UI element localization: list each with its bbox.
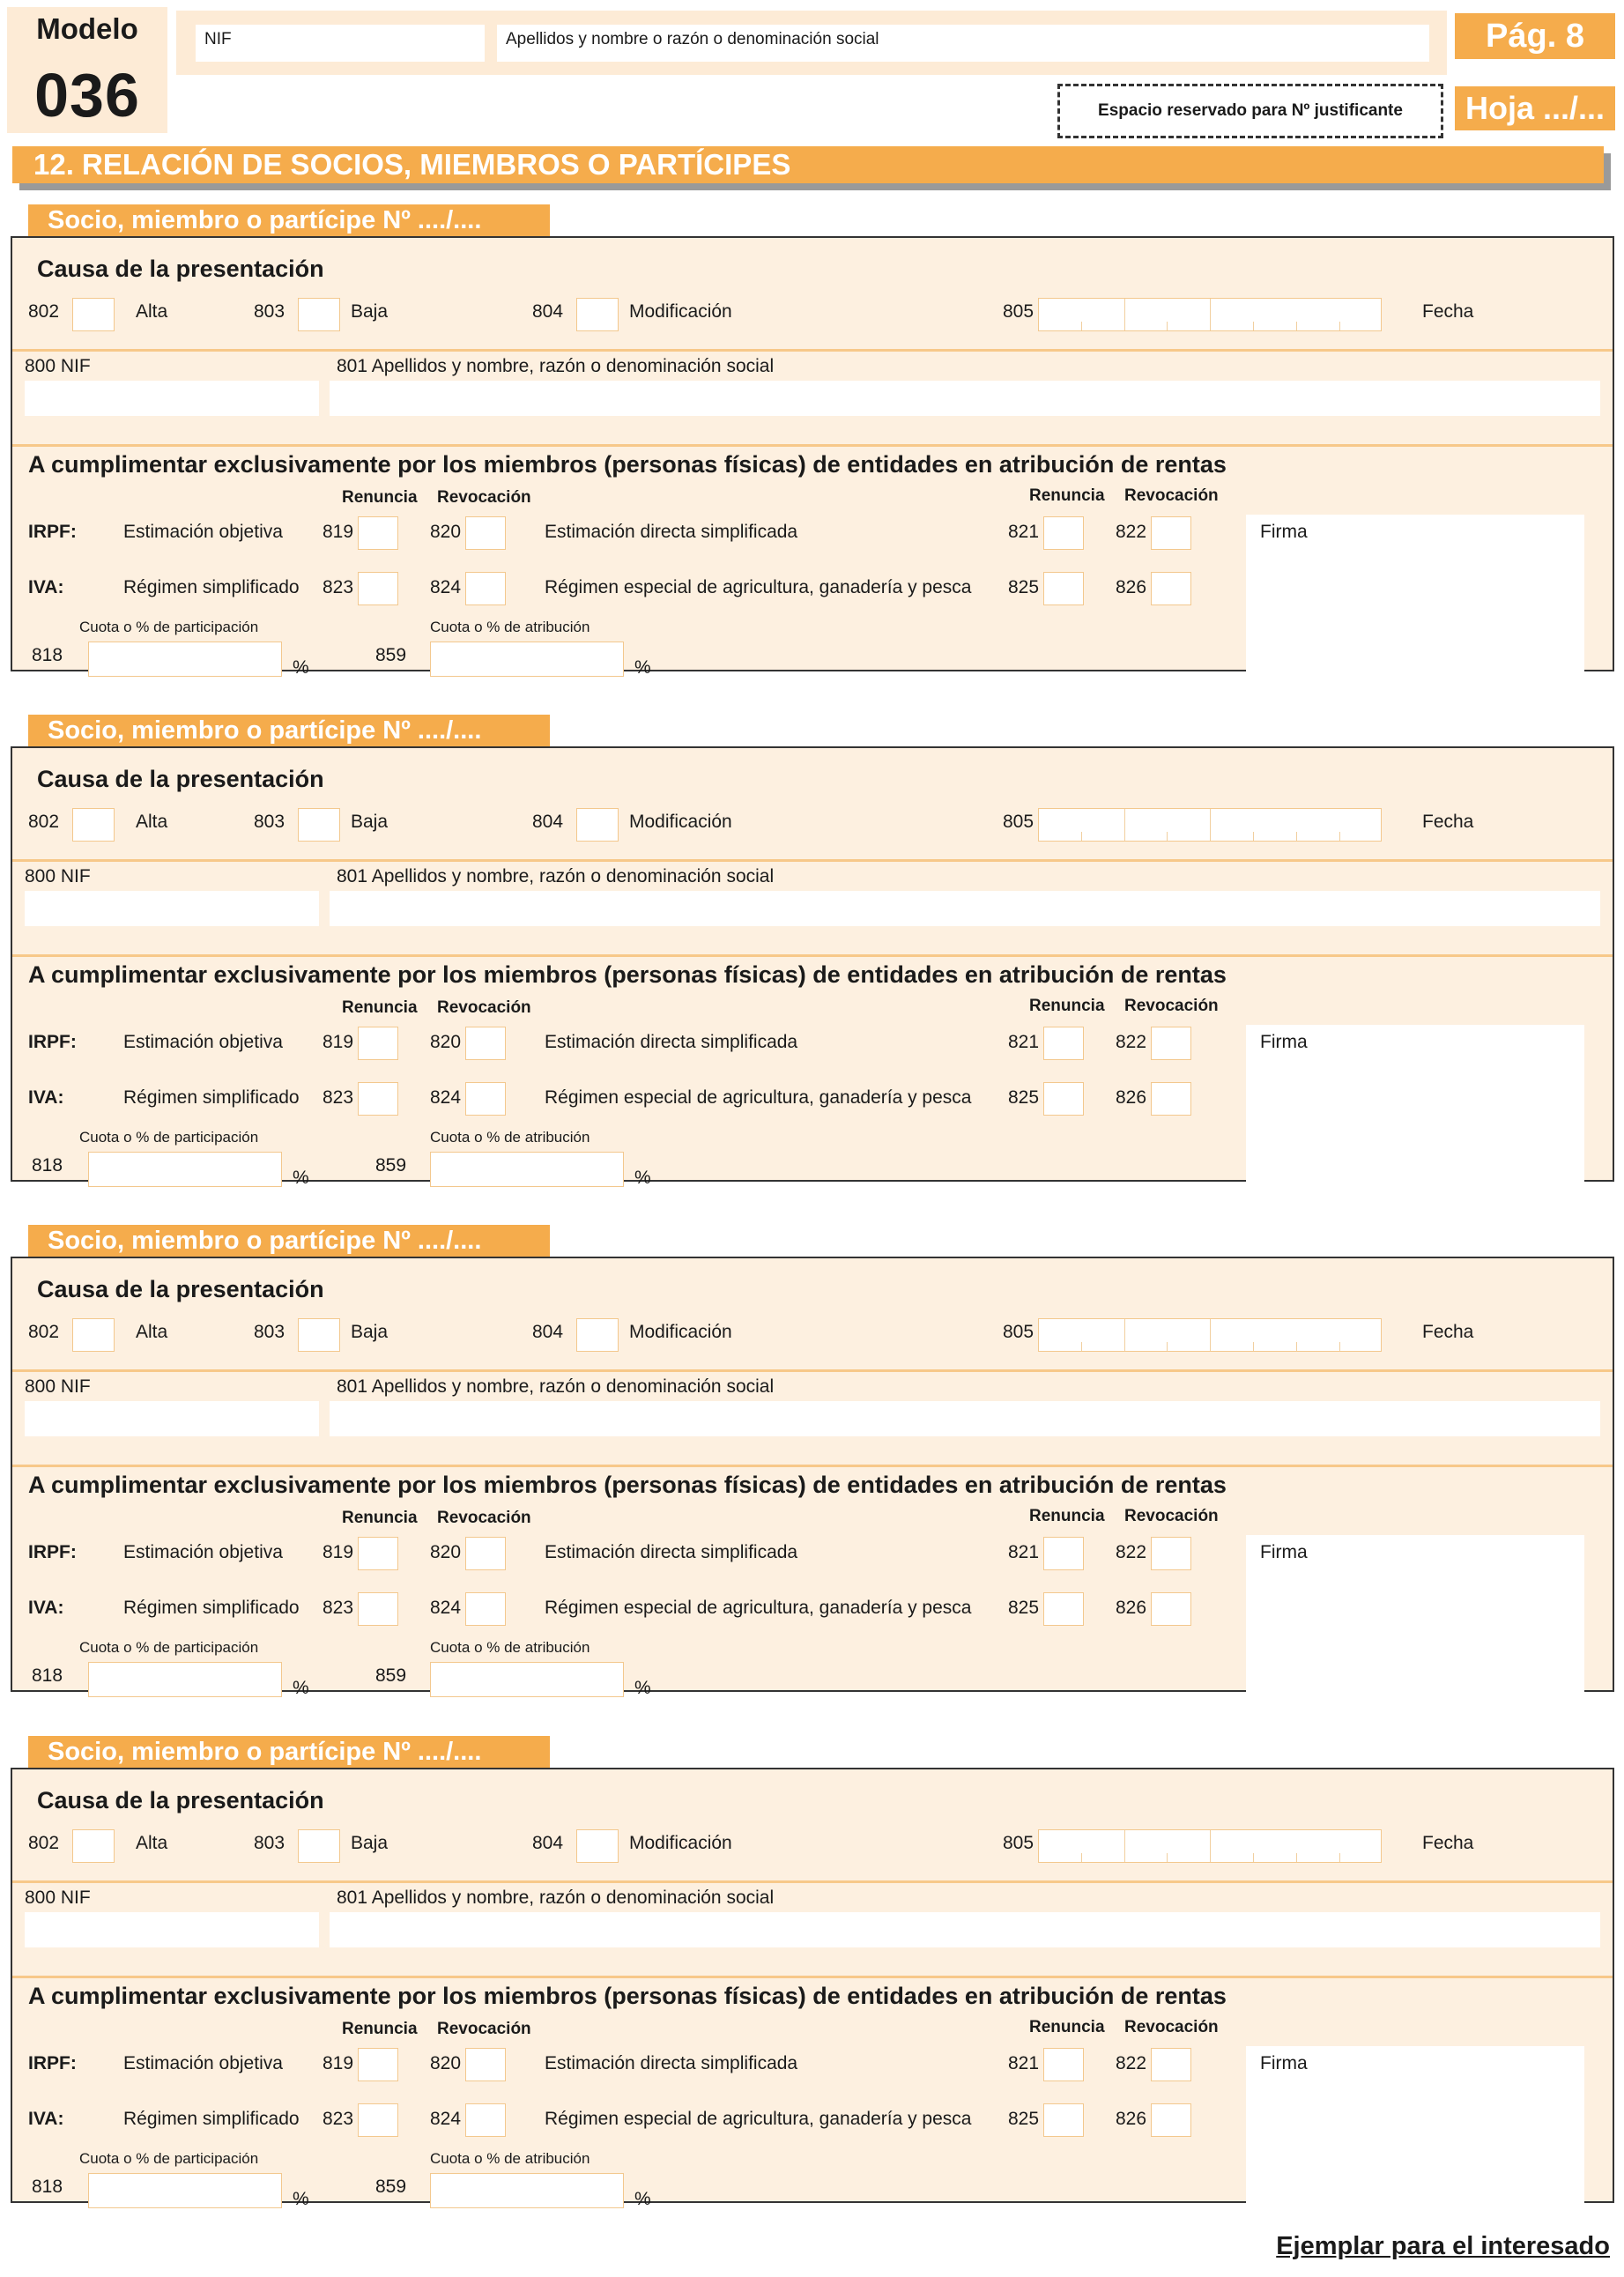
revocacion-820-checkbox[interactable] <box>465 516 506 550</box>
socio-block-title: Socio, miembro o partícipe Nº ..../.... <box>28 1736 550 1768</box>
date-separator <box>1124 299 1125 330</box>
date-tick <box>1167 322 1168 330</box>
section-title: 12. RELACIÓN DE SOCIOS, MIEMBROS O PARTÍCIPES <box>12 146 1604 183</box>
revocacion-826-checkbox[interactable] <box>1151 2103 1191 2137</box>
code-820: 820 <box>430 1542 462 1562</box>
name-input[interactable] <box>330 891 1600 926</box>
alta-label: Alta <box>136 301 168 322</box>
baja-checkbox[interactable] <box>298 298 340 331</box>
date-tick <box>1253 1853 1254 1862</box>
estimacion-objetiva-label: Estimación objetiva <box>123 2053 283 2073</box>
renuncia-823-checkbox[interactable] <box>358 1592 398 1626</box>
modificacion-checkbox[interactable] <box>576 808 619 842</box>
socio-block <box>11 1736 1614 2209</box>
divider <box>12 859 1613 862</box>
name-label: 801 Apellidos y nombre, razón o denominación social <box>337 866 775 886</box>
revocacion-header-right: Revocación <box>1124 1507 1219 1525</box>
cuota-participacion-label: Cuota o % de participación <box>79 619 259 635</box>
date-separator <box>1210 1319 1211 1351</box>
date-separator <box>1210 1830 1211 1862</box>
renuncia-header: Renuncia <box>342 2020 418 2038</box>
sheet-number: Hoja .../... <box>1455 86 1615 130</box>
firma-label: Firma <box>1260 1032 1308 1052</box>
date-tick <box>1296 1342 1297 1351</box>
atrib-title: A cumplimentar exclusivamente por los miembros (personas físicas) de entidades en atribución de rentas <box>28 451 1227 478</box>
cuota-participacion-label: Cuota o % de participación <box>79 1129 259 1146</box>
renuncia-header: Renuncia <box>342 998 418 1017</box>
baja-label: Baja <box>351 812 389 832</box>
fecha-label: Fecha <box>1422 301 1474 322</box>
code-818: 818 <box>32 1665 63 1686</box>
revocacion-822-checkbox[interactable] <box>1151 1537 1191 1570</box>
percent-sign: % <box>634 657 651 678</box>
irpf-label: IRPF: <box>28 522 77 542</box>
date-tick <box>1167 1853 1168 1862</box>
code-805: 805 <box>1003 301 1034 322</box>
regimen-especial-label: Régimen especial de agricultura, ganadería y pesca <box>545 577 972 597</box>
nif-input[interactable] <box>25 1401 319 1436</box>
code-805: 805 <box>1003 812 1034 832</box>
renuncia-825-checkbox[interactable] <box>1043 2103 1084 2137</box>
revocacion-822-checkbox[interactable] <box>1151 2048 1191 2081</box>
nif-input[interactable] <box>25 1912 319 1947</box>
revocacion-826-checkbox[interactable] <box>1151 572 1191 605</box>
revocacion-822-checkbox[interactable] <box>1151 516 1191 550</box>
nif-label: 800 NIF <box>25 866 91 886</box>
baja-checkbox[interactable] <box>298 1829 340 1863</box>
date-tick <box>1253 322 1254 330</box>
atrib-title: A cumplimentar exclusivamente por los miembros (personas físicas) de entidades en atribución de rentas <box>28 961 1227 988</box>
percent-sign: % <box>293 1168 309 1188</box>
socio-block <box>11 715 1614 1188</box>
percent-sign: % <box>293 657 309 678</box>
code-802: 802 <box>28 812 60 832</box>
revocacion-header: Revocación <box>437 488 531 507</box>
nif-input[interactable] <box>25 381 319 416</box>
code-804: 804 <box>532 812 564 832</box>
date-tick <box>1081 1853 1082 1862</box>
code-803: 803 <box>254 812 285 832</box>
fecha-date-input[interactable] <box>1038 1318 1382 1352</box>
date-tick <box>1253 1342 1254 1351</box>
modificacion-label: Modificación <box>629 1322 732 1342</box>
date-tick <box>1296 832 1297 841</box>
renuncia-header-right: Renuncia <box>1029 1507 1105 1525</box>
fecha-date-input[interactable] <box>1038 298 1382 331</box>
date-tick <box>1339 322 1340 330</box>
date-tick <box>1296 322 1297 330</box>
revocacion-826-checkbox[interactable] <box>1151 1592 1191 1626</box>
firma-box[interactable] <box>1246 515 1584 677</box>
renuncia-825-checkbox[interactable] <box>1043 1592 1084 1626</box>
date-separator <box>1124 1830 1125 1862</box>
socio-block-frame <box>11 236 1614 678</box>
nif-label: 800 NIF <box>25 356 91 376</box>
irpf-label: IRPF: <box>28 2053 77 2073</box>
revocacion-header-right: Revocación <box>1124 997 1219 1015</box>
date-separator <box>1124 1319 1125 1351</box>
identification-bar <box>176 11 1447 75</box>
revocacion-header-right: Revocación <box>1124 2018 1219 2036</box>
cuota-participacion-input[interactable] <box>88 1662 282 1697</box>
percent-sign: % <box>293 1678 309 1698</box>
cuota-participacion-input[interactable] <box>88 642 282 677</box>
alta-checkbox[interactable] <box>72 298 115 331</box>
divider <box>12 1465 1613 1467</box>
baja-label: Baja <box>351 1833 389 1853</box>
revocacion-820-checkbox[interactable] <box>465 2048 506 2081</box>
iva-label: IVA: <box>28 1087 64 1108</box>
date-separator <box>1210 299 1211 330</box>
ejemplar-label: Ejemplar para el interesado <box>1276 2232 1610 2260</box>
cuota-atribucion-input[interactable] <box>430 642 624 677</box>
name-input[interactable] <box>330 1401 1600 1436</box>
code-804: 804 <box>532 1833 564 1853</box>
regimen-especial-label: Régimen especial de agricultura, ganadería y pesca <box>545 2109 972 2129</box>
name-label: 801 Apellidos y nombre, razón o denominación social <box>337 1888 775 1908</box>
code-824: 824 <box>430 1087 462 1108</box>
code-859: 859 <box>375 1665 407 1686</box>
baja-checkbox[interactable] <box>298 808 340 842</box>
alta-checkbox[interactable] <box>72 808 115 842</box>
cuota-atribucion-input[interactable] <box>430 1662 624 1697</box>
date-separator <box>1210 809 1211 841</box>
renuncia-821-checkbox[interactable] <box>1043 2048 1084 2081</box>
header-nif-field[interactable] <box>196 25 485 62</box>
code-824: 824 <box>430 577 462 597</box>
renuncia-header: Renuncia <box>342 488 418 507</box>
divider <box>12 349 1613 352</box>
code-823: 823 <box>323 577 354 597</box>
iva-label: IVA: <box>28 1598 64 1618</box>
regimen-simplificado-label: Régimen simplificado <box>123 1598 300 1618</box>
renuncia-821-checkbox[interactable] <box>1043 1027 1084 1060</box>
modelo-box <box>7 7 167 133</box>
estimacion-objetiva-label: Estimación objetiva <box>123 1032 283 1052</box>
socio-block <box>11 1225 1614 1698</box>
cuota-participacion-input[interactable] <box>88 2173 282 2208</box>
code-825: 825 <box>1008 2109 1040 2129</box>
alta-checkbox[interactable] <box>72 1318 115 1352</box>
renuncia-819-checkbox[interactable] <box>358 1537 398 1570</box>
date-tick <box>1167 1342 1168 1351</box>
cuota-atribucion-label: Cuota o % de atribución <box>430 2150 590 2167</box>
renuncia-header-right: Renuncia <box>1029 997 1105 1015</box>
code-823: 823 <box>323 1087 354 1108</box>
revocacion-header-right: Revocación <box>1124 486 1219 505</box>
socio-block-title: Socio, miembro o partícipe Nº ..../.... <box>28 1225 550 1257</box>
cuota-atribucion-input[interactable] <box>430 2173 624 2208</box>
cuota-atribucion-label: Cuota o % de atribución <box>430 1129 590 1146</box>
header-name-field[interactable] <box>497 25 1429 62</box>
percent-sign: % <box>634 1168 651 1188</box>
code-826: 826 <box>1116 2109 1147 2129</box>
divider <box>12 1880 1613 1883</box>
revocacion-header: Revocación <box>437 1509 531 1527</box>
baja-label: Baja <box>351 301 389 322</box>
socio-block-title: Socio, miembro o partícipe Nº ..../.... <box>28 715 550 746</box>
code-802: 802 <box>28 1322 60 1342</box>
firma-box[interactable] <box>1246 1535 1584 1697</box>
code-823: 823 <box>323 2109 354 2129</box>
date-tick <box>1339 1853 1340 1862</box>
regimen-especial-label: Régimen especial de agricultura, ganadería y pesca <box>545 1087 972 1108</box>
code-818: 818 <box>32 1155 63 1176</box>
code-802: 802 <box>28 301 60 322</box>
date-tick <box>1081 1342 1082 1351</box>
firma-label: Firma <box>1260 1542 1308 1562</box>
code-825: 825 <box>1008 1087 1040 1108</box>
header-name-label: Apellidos y nombre o razón o denominación social <box>506 30 879 48</box>
cuota-participacion-label: Cuota o % de participación <box>79 1639 259 1656</box>
renuncia-819-checkbox[interactable] <box>358 2048 398 2081</box>
estimacion-objetiva-label: Estimación objetiva <box>123 522 283 542</box>
cuota-atribucion-input[interactable] <box>430 1152 624 1187</box>
revocacion-header: Revocación <box>437 998 531 1017</box>
code-818: 818 <box>32 645 63 665</box>
modificacion-checkbox[interactable] <box>576 1318 619 1352</box>
fecha-date-input[interactable] <box>1038 1829 1382 1863</box>
baja-label: Baja <box>351 1322 389 1342</box>
name-label: 801 Apellidos y nombre, razón o denominación social <box>337 1376 775 1397</box>
header-nif-label: NIF <box>204 30 232 48</box>
alta-label: Alta <box>136 812 168 832</box>
code-822: 822 <box>1116 1542 1147 1562</box>
code-821: 821 <box>1008 2053 1040 2073</box>
revocacion-824-checkbox[interactable] <box>465 1082 506 1116</box>
atrib-title: A cumplimentar exclusivamente por los miembros (personas físicas) de entidades en atribución de rentas <box>28 1983 1227 2009</box>
causa-title: Causa de la presentación <box>37 1276 324 1302</box>
fecha-label: Fecha <box>1422 1322 1474 1342</box>
firma-box[interactable] <box>1246 2046 1584 2208</box>
code-819: 819 <box>323 1032 354 1052</box>
date-tick <box>1081 322 1082 330</box>
revocacion-header: Revocación <box>437 2020 531 2038</box>
firma-label: Firma <box>1260 522 1308 542</box>
code-803: 803 <box>254 1833 285 1853</box>
firma-label: Firma <box>1260 2053 1308 2073</box>
modelo-number: 036 <box>34 61 140 130</box>
date-tick <box>1167 832 1168 841</box>
causa-title: Causa de la presentación <box>37 1787 324 1813</box>
renuncia-825-checkbox[interactable] <box>1043 1082 1084 1116</box>
code-803: 803 <box>254 1322 285 1342</box>
code-818: 818 <box>32 2177 63 2197</box>
revocacion-820-checkbox[interactable] <box>465 1027 506 1060</box>
code-859: 859 <box>375 645 407 665</box>
socio-block-title: Socio, miembro o partícipe Nº ..../.... <box>28 204 550 236</box>
code-804: 804 <box>532 1322 564 1342</box>
estimacion-objetiva-label: Estimación objetiva <box>123 1542 283 1562</box>
estimacion-directa-label: Estimación directa simplificada <box>545 1032 798 1052</box>
modificacion-label: Modificación <box>629 301 732 322</box>
code-824: 824 <box>430 2109 462 2129</box>
renuncia-825-checkbox[interactable] <box>1043 572 1084 605</box>
iva-label: IVA: <box>28 577 64 597</box>
estimacion-directa-label: Estimación directa simplificada <box>545 1542 798 1562</box>
code-803: 803 <box>254 301 285 322</box>
code-804: 804 <box>532 301 564 322</box>
firma-box[interactable] <box>1246 1025 1584 1187</box>
name-input[interactable] <box>330 381 1600 416</box>
code-822: 822 <box>1116 522 1147 542</box>
nif-label: 800 NIF <box>25 1376 91 1397</box>
code-822: 822 <box>1116 1032 1147 1052</box>
nif-input[interactable] <box>25 891 319 926</box>
code-821: 821 <box>1008 1032 1040 1052</box>
code-859: 859 <box>375 1155 407 1176</box>
name-input[interactable] <box>330 1912 1600 1947</box>
renuncia-819-checkbox[interactable] <box>358 516 398 550</box>
name-label: 801 Apellidos y nombre, razón o denominación social <box>337 356 775 376</box>
renuncia-823-checkbox[interactable] <box>358 2103 398 2137</box>
percent-sign: % <box>634 2189 651 2209</box>
divider <box>12 1976 1613 1978</box>
code-820: 820 <box>430 2053 462 2073</box>
revocacion-824-checkbox[interactable] <box>465 2103 506 2137</box>
date-tick <box>1253 832 1254 841</box>
renuncia-823-checkbox[interactable] <box>358 572 398 605</box>
code-826: 826 <box>1116 577 1147 597</box>
revocacion-824-checkbox[interactable] <box>465 1592 506 1626</box>
socio-block-frame <box>11 1257 1614 1698</box>
renuncia-821-checkbox[interactable] <box>1043 1537 1084 1570</box>
renuncia-819-checkbox[interactable] <box>358 1027 398 1060</box>
causa-title: Causa de la presentación <box>37 766 324 792</box>
regimen-simplificado-label: Régimen simplificado <box>123 577 300 597</box>
code-823: 823 <box>323 1598 354 1618</box>
irpf-label: IRPF: <box>28 1542 77 1562</box>
code-826: 826 <box>1116 1598 1147 1618</box>
fecha-label: Fecha <box>1422 812 1474 832</box>
code-819: 819 <box>323 2053 354 2073</box>
date-tick <box>1339 832 1340 841</box>
code-820: 820 <box>430 522 462 542</box>
code-826: 826 <box>1116 1087 1147 1108</box>
date-tick <box>1081 832 1082 841</box>
nif-label: 800 NIF <box>25 1888 91 1908</box>
code-802: 802 <box>28 1833 60 1853</box>
irpf-label: IRPF: <box>28 1032 77 1052</box>
code-859: 859 <box>375 2177 407 2197</box>
atrib-title: A cumplimentar exclusivamente por los miembros (personas físicas) de entidades en atribución de rentas <box>28 1472 1227 1498</box>
cuota-atribucion-label: Cuota o % de atribución <box>430 619 590 635</box>
socio-block-frame <box>11 746 1614 1188</box>
modificacion-checkbox[interactable] <box>576 1829 619 1863</box>
cuota-participacion-label: Cuota o % de participación <box>79 2150 259 2167</box>
divider <box>12 1369 1613 1372</box>
alta-checkbox[interactable] <box>72 1829 115 1863</box>
revocacion-826-checkbox[interactable] <box>1151 1082 1191 1116</box>
date-separator <box>1124 809 1125 841</box>
socio-block <box>11 204 1614 678</box>
divider <box>12 954 1613 957</box>
code-825: 825 <box>1008 1598 1040 1618</box>
date-tick <box>1339 1342 1340 1351</box>
modificacion-label: Modificación <box>629 812 732 832</box>
modificacion-label: Modificación <box>629 1833 732 1853</box>
alta-label: Alta <box>136 1322 168 1342</box>
cuota-atribucion-label: Cuota o % de atribución <box>430 1639 590 1656</box>
code-825: 825 <box>1008 577 1040 597</box>
code-822: 822 <box>1116 2053 1147 2073</box>
renuncia-821-checkbox[interactable] <box>1043 516 1084 550</box>
code-821: 821 <box>1008 1542 1040 1562</box>
causa-title: Causa de la presentación <box>37 256 324 282</box>
estimacion-directa-label: Estimación directa simplificada <box>545 2053 798 2073</box>
renuncia-header-right: Renuncia <box>1029 486 1105 505</box>
code-805: 805 <box>1003 1833 1034 1853</box>
baja-checkbox[interactable] <box>298 1318 340 1352</box>
percent-sign: % <box>293 2189 309 2209</box>
revocacion-822-checkbox[interactable] <box>1151 1027 1191 1060</box>
percent-sign: % <box>634 1678 651 1698</box>
reserved-space: Espacio reservado para Nº justificante <box>1057 84 1443 138</box>
estimacion-directa-label: Estimación directa simplificada <box>545 522 798 542</box>
renuncia-header-right: Renuncia <box>1029 2018 1105 2036</box>
modelo-label: Modelo <box>36 12 138 45</box>
iva-label: IVA: <box>28 2109 64 2129</box>
regimen-simplificado-label: Régimen simplificado <box>123 1087 300 1108</box>
renuncia-823-checkbox[interactable] <box>358 1082 398 1116</box>
regimen-simplificado-label: Régimen simplificado <box>123 2109 300 2129</box>
fecha-date-input[interactable] <box>1038 808 1382 842</box>
date-tick <box>1296 1853 1297 1862</box>
renuncia-header: Renuncia <box>342 1509 418 1527</box>
socio-block-frame <box>11 1768 1614 2209</box>
code-824: 824 <box>430 1598 462 1618</box>
alta-label: Alta <box>136 1833 168 1853</box>
revocacion-824-checkbox[interactable] <box>465 572 506 605</box>
modificacion-checkbox[interactable] <box>576 298 619 331</box>
regimen-especial-label: Régimen especial de agricultura, ganadería y pesca <box>545 1598 972 1618</box>
revocacion-820-checkbox[interactable] <box>465 1537 506 1570</box>
page-number: Pág. 8 <box>1455 13 1615 59</box>
code-819: 819 <box>323 1542 354 1562</box>
divider <box>12 444 1613 447</box>
code-820: 820 <box>430 1032 462 1052</box>
code-819: 819 <box>323 522 354 542</box>
fecha-label: Fecha <box>1422 1833 1474 1853</box>
code-805: 805 <box>1003 1322 1034 1342</box>
cuota-participacion-input[interactable] <box>88 1152 282 1187</box>
code-821: 821 <box>1008 522 1040 542</box>
